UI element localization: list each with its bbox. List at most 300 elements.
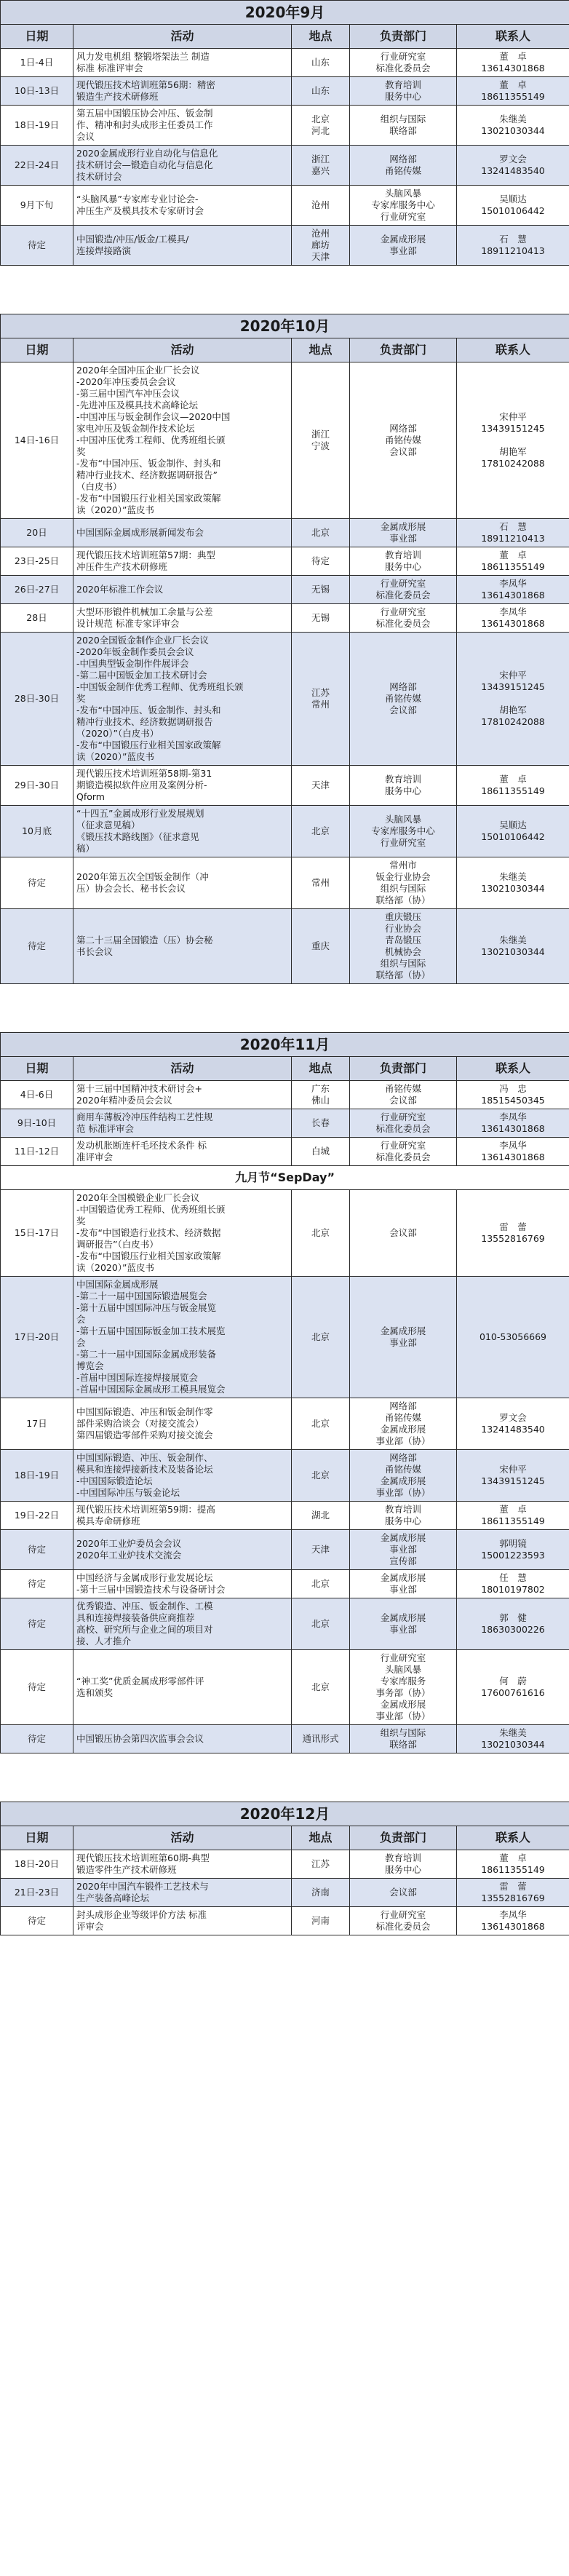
department-line: 行业研究室: [380, 837, 426, 848]
activity-cell: [73, 909, 292, 984]
contact-line: 13021030344: [481, 1739, 545, 1750]
activity-line: -发布“中国锻压行业相关国家政策解: [76, 493, 221, 504]
contact-line: 董 卓: [499, 51, 527, 62]
department-line: 头脑风暴: [384, 1664, 421, 1675]
contact-line: 13614301868: [481, 590, 545, 601]
table-row: [1, 1450, 569, 1502]
activity-line: （征求意见稿）: [76, 820, 140, 831]
table-row: [1, 49, 569, 77]
activity-cell: [73, 362, 292, 519]
activity-line: 读（2020）”蓝皮书: [76, 504, 155, 515]
activity-line: 中国锻造/冲压/钣金/工模具/: [76, 234, 189, 245]
table-row: [1, 1190, 569, 1277]
contact-line: 13241483540: [481, 1424, 545, 1435]
department-cell: [350, 604, 457, 633]
place-cell: [292, 1598, 350, 1650]
department-cell: [350, 146, 457, 186]
department-cell: [350, 519, 457, 547]
department-cell: [350, 1650, 457, 1725]
place-line: 佛山: [311, 1095, 330, 1106]
department-line: 教育培训: [384, 1852, 421, 1863]
activity-line: -中国国际冲压与钣金论坛: [76, 1487, 180, 1498]
table-row: [1, 1879, 569, 1907]
activity-line: -第十五届中国国际钣金加工技术展览: [76, 1325, 226, 1336]
column-header-activity: 活动: [73, 1057, 292, 1081]
activity-cell: [73, 1725, 292, 1753]
activity-cell: [73, 766, 292, 806]
contact-line: 李凤华: [499, 578, 527, 589]
activity-cell: [73, 1398, 292, 1450]
contact-line: 朱继美: [499, 871, 527, 882]
month-title: 2020年11月: [1, 1033, 569, 1057]
department-line: 行业研究室: [380, 1652, 426, 1663]
activity-line: 风力发电机组 整锻塔架法兰 制造: [76, 51, 210, 62]
department-cell: [350, 633, 457, 766]
contact-cell: [457, 146, 569, 186]
date-cell: 待定: [1, 1598, 73, 1650]
contact-cell: [457, 519, 569, 547]
contact-cell: [457, 362, 569, 519]
contact-line: 宋仲平: [499, 411, 527, 422]
activity-cell: [73, 226, 292, 266]
place-cell: [292, 1081, 350, 1109]
activity-line: 2020年标准工作会议: [76, 584, 164, 595]
department-cell: [350, 106, 457, 146]
activity-line: 压）协会会长、秘书长会议: [76, 883, 186, 894]
contact-line: 郭明镜: [499, 1538, 527, 1549]
date-cell: 18日-19日: [1, 106, 73, 146]
department-cell: [350, 226, 457, 266]
department-line: 金属成形展: [380, 1424, 426, 1435]
department-cell: [350, 857, 457, 909]
activity-line: 优秀锻造、冲压、钣金制作、工模: [76, 1601, 213, 1612]
contact-line: 13552816769: [481, 1233, 545, 1244]
activity-line: 2020年工业炉技术交流会: [76, 1550, 182, 1561]
department-line: 甬铭传媒: [384, 693, 421, 704]
activity-line: -第十三届中国锻造技术与设备研讨会: [76, 1584, 226, 1595]
contact-line: 13614301868: [481, 1152, 545, 1162]
activity-cell: [73, 1650, 292, 1725]
column-header-dept: 负责部门: [350, 1057, 457, 1081]
department-cell: [350, 77, 457, 106]
department-line: 事业部: [389, 1337, 417, 1348]
department-line: 服务中心: [384, 91, 421, 102]
activity-cell: [73, 146, 292, 186]
contact-line: 15001223593: [481, 1550, 545, 1561]
date-cell: 28日-30日: [1, 633, 73, 766]
department-cell: [350, 1450, 457, 1502]
department-line: 事业部（协）: [375, 1487, 431, 1498]
activity-cell: [73, 1598, 292, 1650]
department-line: 标准化委员会: [375, 1123, 431, 1134]
activity-line: 范 标准评审会: [76, 1123, 134, 1134]
table-row: [1, 146, 569, 186]
column-header-row: [1, 338, 569, 362]
contact-line: 18611355149: [481, 1515, 545, 1526]
place-cell: [292, 909, 350, 984]
contact-line: 13439151245: [481, 681, 545, 692]
activity-cell: [73, 1879, 292, 1907]
place-line: 沧州: [311, 228, 330, 239]
activity-line: 商用车薄板冷冲压件结构工艺性规: [76, 1111, 213, 1122]
activity-line: 现代锻压技术培训班第56期：精密: [76, 79, 215, 90]
table-row: [1, 1109, 569, 1138]
contact-cell: [457, 806, 569, 857]
table-row: [1, 1081, 569, 1109]
table-row: [1, 519, 569, 547]
department-cell: [350, 766, 457, 806]
activity-line: -第二届中国钣金加工技术研讨会: [76, 670, 207, 681]
date-cell: 23日-25日: [1, 547, 73, 576]
column-header-activity: 活动: [73, 1826, 292, 1850]
department-cell: [350, 1530, 457, 1570]
department-cell: [350, 1277, 457, 1398]
department-cell: [350, 547, 457, 576]
department-line: 标准化委员会: [375, 590, 431, 601]
place-line: 常州: [311, 877, 330, 888]
place-cell: [292, 362, 350, 519]
activity-line: 2020年第五次全国钣金制作（冲: [76, 871, 209, 882]
month-section: [0, 1032, 569, 1753]
department-cell: [350, 1502, 457, 1530]
place-cell: [292, 519, 350, 547]
date-cell: 17日-20日: [1, 1277, 73, 1398]
contact-line: 朱继美: [499, 935, 527, 946]
department-line: 金属成形展: [380, 234, 426, 245]
department-line: 组织与国际: [380, 958, 426, 969]
department-line: 网络部: [389, 1452, 417, 1463]
activity-line: 中国国际金属成形展: [76, 1279, 159, 1290]
column-header-date: 日期: [1, 1057, 73, 1081]
activity-line: 2020年精冲委员会会议: [76, 1095, 172, 1106]
column-header-contact: 联系人: [457, 338, 569, 362]
activity-line: -第二十一届中国国际锻造展览会: [76, 1291, 207, 1301]
contact-cell: [457, 633, 569, 766]
contact-cell: [457, 1277, 569, 1398]
place-cell: [292, 604, 350, 633]
month-title-row: [1, 314, 569, 338]
contact-cell: [457, 1725, 569, 1753]
contact-line: 18010197802: [481, 1584, 545, 1595]
activity-line: （白皮书）: [76, 481, 122, 492]
department-line: 服务中心: [384, 1515, 421, 1526]
date-cell: 4日-6日: [1, 1081, 73, 1109]
activity-line: 技术研讨会: [76, 171, 122, 182]
department-line: 网络部: [389, 423, 417, 434]
contact-cell: [457, 1190, 569, 1277]
department-cell: [350, 1190, 457, 1277]
activity-line: 奖: [76, 693, 86, 704]
department-line: 联络部（协）: [375, 970, 431, 980]
activity-line: -2020年钣金制作委员会会议: [76, 646, 194, 657]
activity-cell: [73, 77, 292, 106]
contact-line: 13021030344: [481, 883, 545, 894]
activity-line: 中国国际锻造、冲压和钣金制作零: [76, 1406, 213, 1417]
contact-line: 胡艳军: [499, 705, 527, 716]
activity-line: -首届中国国际金属成形工模具展览会: [76, 1384, 226, 1395]
activity-cell: [73, 519, 292, 547]
place-line: 北京: [311, 1331, 330, 1342]
place-cell: [292, 1530, 350, 1570]
table-row: [1, 857, 569, 909]
contact-line: [460, 435, 566, 446]
contact-cell: [457, 226, 569, 266]
department-line: 钣金行业协会: [375, 871, 431, 882]
contact-line: 李凤华: [499, 1909, 527, 1920]
column-header-place: 地点: [292, 1057, 350, 1081]
place-cell: [292, 146, 350, 186]
department-line: 事务部（协）: [375, 1687, 431, 1698]
department-line: 会议部: [389, 1095, 417, 1106]
place-line: 重庆: [311, 940, 330, 951]
contact-cell: [457, 106, 569, 146]
activity-line: 会: [76, 1337, 86, 1348]
table-row: [1, 1277, 569, 1398]
department-line: 教育培训: [384, 1504, 421, 1515]
date-cell: 21日-23日: [1, 1879, 73, 1907]
department-cell: [350, 1081, 457, 1109]
contact-line: 13614301868: [481, 618, 545, 629]
activity-line: 奖: [76, 446, 86, 457]
column-header-date: 日期: [1, 1826, 73, 1850]
department-line: 会议部: [389, 446, 417, 457]
contact-cell: [457, 766, 569, 806]
activity-line: 选和颁奖: [76, 1687, 114, 1698]
place-cell: [292, 1570, 350, 1598]
department-line: 专家库服务中心: [371, 825, 435, 836]
date-cell: 待定: [1, 857, 73, 909]
date-cell: 待定: [1, 1530, 73, 1570]
date-cell: 10月底: [1, 806, 73, 857]
place-cell: [292, 1109, 350, 1138]
activity-line: 现代锻压技术培训班第57期：典型: [76, 550, 215, 560]
table-row: [1, 806, 569, 857]
activity-line: -中国钣金制作优秀工程师、优秀班组长颁: [76, 681, 244, 692]
place-line: 济南: [311, 1887, 330, 1898]
department-cell: [350, 806, 457, 857]
contact-line: 17810242088: [481, 458, 545, 469]
activity-line: 中国经济与金属成形行业发展论坛: [76, 1572, 213, 1583]
date-cell: 待定: [1, 909, 73, 984]
table-row: [1, 1650, 569, 1725]
activity-line: 设计规范 标准专家评审会: [76, 618, 180, 629]
date-cell: 9日-10日: [1, 1109, 73, 1138]
department-cell: [350, 1109, 457, 1138]
table-row: [1, 547, 569, 576]
column-header-activity: 活动: [73, 338, 292, 362]
activity-cell: [73, 1530, 292, 1570]
department-line: 甬铭传媒: [384, 1412, 421, 1423]
place-line: 天津: [311, 780, 330, 790]
place-cell: [292, 576, 350, 604]
contact-line: 吴顺达: [499, 194, 527, 205]
department-line: 头脑风暴: [384, 814, 421, 825]
activity-line: 具和连接焊接装备供应商推荐: [76, 1612, 195, 1623]
activity-line: -发布“中国冲压、钣金制作、封头和: [76, 705, 221, 716]
activity-line: 家电冲压及钣金制作技术论坛: [76, 423, 195, 434]
date-cell: 15日-17日: [1, 1190, 73, 1277]
contact-cell: [457, 1907, 569, 1935]
schedule-table: [0, 1802, 569, 1935]
contact-line: 15010106442: [481, 831, 545, 842]
contact-line: 郭 健: [499, 1612, 527, 1623]
contact-line: 13614301868: [481, 63, 545, 74]
date-cell: 9月下旬: [1, 186, 73, 226]
month-title-row: [1, 1802, 569, 1826]
contact-cell: [457, 1138, 569, 1166]
month-title-row: [1, 1, 569, 25]
department-line: 行业研究室: [380, 211, 426, 222]
place-line: 河北: [311, 125, 330, 136]
table-row: [1, 909, 569, 984]
contact-line: 李凤华: [499, 1111, 527, 1122]
table-row: [1, 1725, 569, 1753]
column-header-row: [1, 25, 569, 49]
contact-line: 董 卓: [499, 1504, 527, 1515]
place-line: 北京: [311, 527, 330, 538]
activity-cell: [73, 547, 292, 576]
date-cell: 17日: [1, 1398, 73, 1450]
department-line: 专家库服务中心: [371, 199, 435, 210]
section-title: 九月节“SepDay”: [1, 1166, 569, 1190]
department-line: 标准化委员会: [375, 1921, 431, 1932]
contact-line: 冯 忠: [499, 1083, 527, 1094]
department-line: 网络部: [389, 1400, 417, 1411]
place-cell: [292, 106, 350, 146]
contact-line: 董 卓: [499, 550, 527, 560]
activity-line: 会: [76, 1314, 86, 1325]
activity-line: 接、人才推介: [76, 1636, 132, 1646]
month-title: 2020年9月: [1, 1, 569, 25]
contact-line: 李凤华: [499, 606, 527, 617]
activity-line: 部件采购洽谈会（对接交流会）: [76, 1418, 204, 1429]
activity-cell: [73, 1138, 292, 1166]
department-line: 常州市: [389, 860, 417, 871]
date-cell: 1日-4日: [1, 49, 73, 77]
contact-cell: [457, 77, 569, 106]
activity-line: 现代锻压技术培训班第60期-典型: [76, 1852, 210, 1863]
department-line: 行业研究室: [380, 1909, 426, 1920]
month-section: [0, 314, 569, 984]
column-header-row: [1, 1057, 569, 1081]
contact-cell: [457, 547, 569, 576]
department-line: 组织与国际: [380, 114, 426, 124]
place-cell: [292, 547, 350, 576]
contact-line: 13439151245: [481, 423, 545, 434]
department-cell: [350, 1725, 457, 1753]
activity-line: 高校、研究所与企业之间的项目对: [76, 1624, 213, 1635]
contact-line: 18611355149: [481, 91, 545, 102]
table-row: [1, 1570, 569, 1598]
place-line: 廊坊: [311, 239, 330, 250]
department-line: 事业部（协）: [375, 1711, 431, 1721]
department-line: 头脑风暴: [384, 188, 421, 199]
activity-line: 精冲行业技术、经济数据调研报告”: [76, 469, 218, 480]
month-title: 2020年12月: [1, 1802, 569, 1826]
contact-line: 石 慧: [499, 521, 527, 532]
activity-cell: [73, 106, 292, 146]
department-line: 服务中心: [384, 1864, 421, 1875]
place-cell: [292, 1907, 350, 1935]
department-cell: [350, 1570, 457, 1598]
column-header-row: [1, 1826, 569, 1850]
activity-cell: [73, 1570, 292, 1598]
department-line: 联络部: [389, 1739, 417, 1750]
table-row: [1, 1907, 569, 1935]
place-line: 江苏: [311, 687, 330, 698]
activity-line: -首届中国国际连接焊接展览会: [76, 1372, 199, 1383]
month-section: [0, 1802, 569, 1935]
department-line: 服务中心: [384, 785, 421, 796]
activity-line: 第五届中国锻压协会冲压、钣金制: [76, 108, 213, 119]
date-cell: 20日: [1, 519, 73, 547]
contact-cell: [457, 186, 569, 226]
table-row: [1, 576, 569, 604]
column-header-contact: 联系人: [457, 1057, 569, 1081]
place-line: 北京: [311, 1618, 330, 1629]
activity-line: 2020年全国冲压企业厂长会议: [76, 365, 200, 376]
contact-cell: [457, 1081, 569, 1109]
department-line: 金属成形展: [380, 1612, 426, 1623]
activity-line: 现代锻压技术培训班第58期-第31: [76, 768, 212, 779]
activity-line: “十四五”金属成形行业发展规划: [76, 808, 204, 819]
contact-line: 董 卓: [499, 79, 527, 90]
activity-line: 中国国际金属成形展新闻发布会: [76, 527, 204, 538]
activity-line: 标准 标准评审会: [76, 63, 143, 74]
department-cell: [350, 1598, 457, 1650]
place-cell: [292, 1190, 350, 1277]
schedule-table: [0, 314, 569, 984]
activity-line: “神工奖”优质金属成形零部件评: [76, 1676, 204, 1687]
place-cell: [292, 226, 350, 266]
month-title-row: [1, 1033, 569, 1057]
activity-cell: [73, 604, 292, 633]
contact-cell: [457, 1109, 569, 1138]
place-cell: [292, 1650, 350, 1725]
contact-line: 13552816769: [481, 1893, 545, 1903]
contact-cell: [457, 576, 569, 604]
contact-line: 13241483540: [481, 165, 545, 176]
place-cell: [292, 1398, 350, 1450]
department-line: 甬铭传媒: [384, 1083, 421, 1094]
activity-line: 生产装备高峰论坛: [76, 1893, 150, 1903]
activity-cell: [73, 186, 292, 226]
contact-line: 吴顺达: [499, 820, 527, 831]
date-cell: 10日-13日: [1, 77, 73, 106]
table-row: [1, 633, 569, 766]
column-header-place: 地点: [292, 338, 350, 362]
place-cell: [292, 1277, 350, 1398]
contact-cell: [457, 604, 569, 633]
department-cell: [350, 909, 457, 984]
contact-line: 13439151245: [481, 1475, 545, 1486]
activity-line: -中国冲压与钣金制作会议—2020中国: [76, 411, 231, 422]
contact-line: 13614301868: [481, 1123, 545, 1134]
department-line: 教育培训: [384, 79, 421, 90]
contact-cell: [457, 1502, 569, 1530]
place-line: 北京: [311, 1470, 330, 1481]
department-line: 行业协会: [384, 923, 421, 934]
activity-cell: [73, 1450, 292, 1502]
date-cell: 26日-27日: [1, 576, 73, 604]
place-cell: [292, 186, 350, 226]
department-line: 事业部: [389, 1544, 417, 1555]
column-header-place: 地点: [292, 1826, 350, 1850]
column-header-activity: 活动: [73, 25, 292, 49]
activity-line: 锻造生产技术研修班: [76, 91, 159, 102]
department-line: 行业研究室: [380, 578, 426, 589]
date-cell: 待定: [1, 226, 73, 266]
